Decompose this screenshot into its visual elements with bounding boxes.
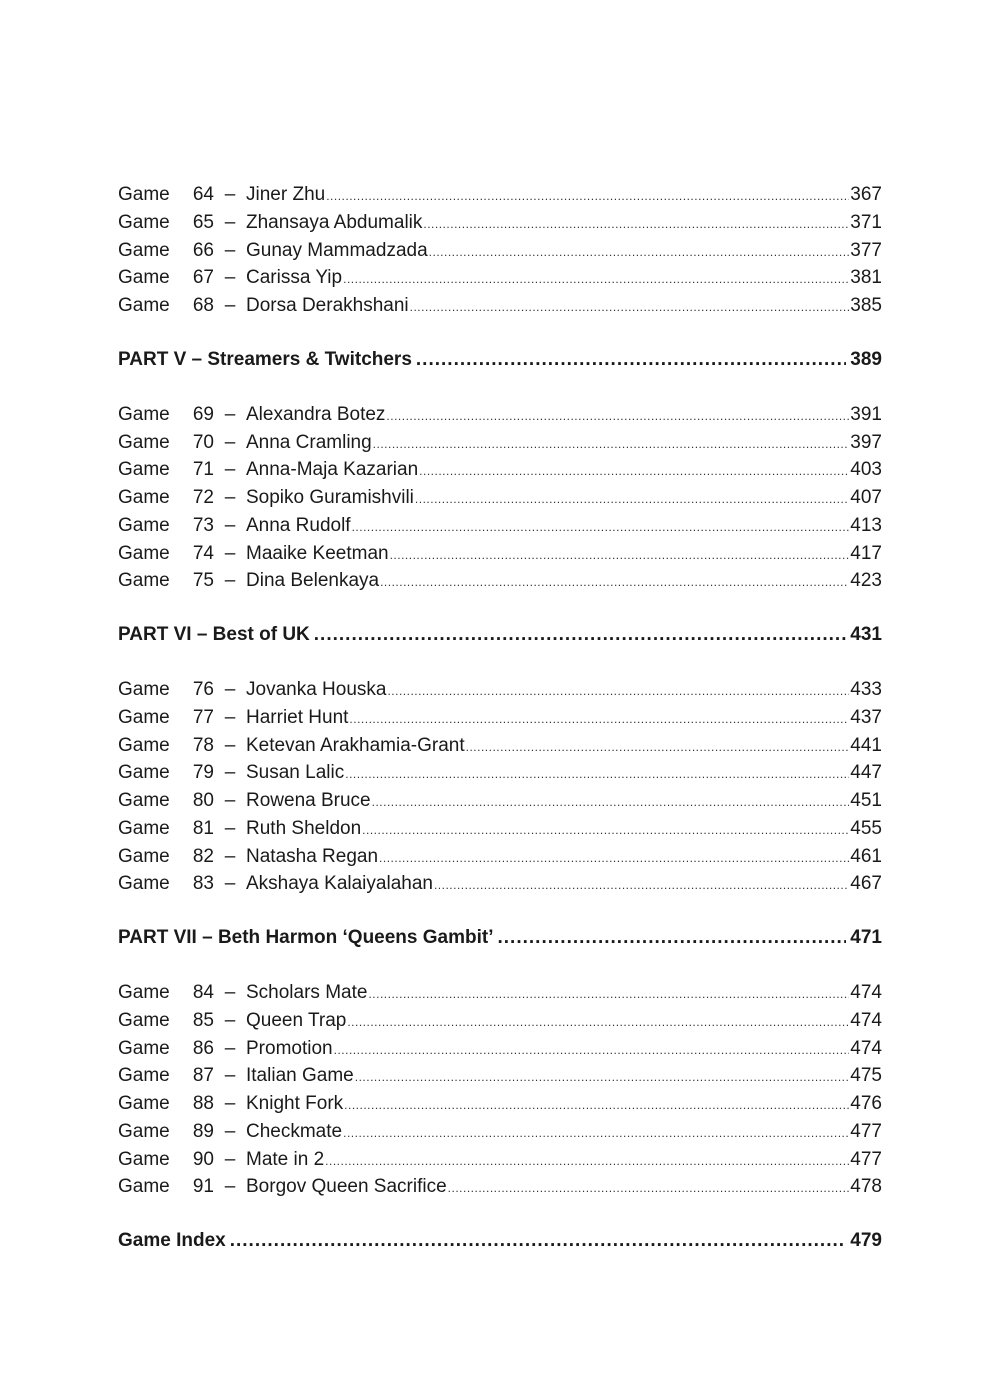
page-number: 479 xyxy=(850,1230,882,1251)
game-label: Game xyxy=(118,762,170,784)
page-number: 431 xyxy=(850,624,882,645)
game-label: Game xyxy=(118,679,170,700)
part-title: PART V – Streamers & Twitchers xyxy=(118,348,412,370)
dot-leader xyxy=(349,706,849,734)
dot-leader xyxy=(448,1175,850,1203)
game-player-name: Gunay Mammadzada xyxy=(246,239,428,261)
game-number: 91 xyxy=(192,1176,214,1198)
dot-leader xyxy=(344,1092,849,1120)
toc-game-entry xyxy=(118,815,882,843)
game-number: 65 xyxy=(192,211,214,233)
game-label: Game xyxy=(118,982,170,1003)
game-player-name: Natasha Regan xyxy=(246,845,379,867)
page-number: 423 xyxy=(850,570,882,592)
game-number: 81 xyxy=(192,817,214,839)
toc-game-entry xyxy=(118,512,882,540)
toc-game-entry xyxy=(118,264,882,292)
page-number: 413 xyxy=(850,514,882,536)
toc-game-entry xyxy=(118,1146,882,1174)
game-player-name: Alexandra Botez xyxy=(246,403,386,425)
game-number: 90 xyxy=(192,1148,214,1170)
dot-leader xyxy=(379,845,849,873)
dot-leader xyxy=(466,734,850,762)
game-number: 75 xyxy=(192,570,214,592)
entry-dash: – xyxy=(224,211,236,233)
game-player-name: Rowena Bruce xyxy=(246,790,371,811)
game-player-name: Scholars Mate xyxy=(246,982,368,1003)
game-player-name: Sopiko Guramishvili xyxy=(246,487,414,508)
entry-dash: – xyxy=(224,295,236,316)
game-label: Game xyxy=(118,403,170,425)
entry-dash: – xyxy=(224,873,236,895)
dot-leader xyxy=(410,294,850,322)
game-label: Game xyxy=(118,459,170,481)
page-number: 389 xyxy=(850,348,882,370)
entry-dash: – xyxy=(224,459,236,481)
game-player-name: Mate in 2 xyxy=(246,1148,325,1170)
game-player-name: Ruth Sheldon xyxy=(246,817,362,839)
page-number: 437 xyxy=(850,706,882,728)
dot-leader xyxy=(355,1064,850,1092)
game-label: Game xyxy=(118,487,170,508)
toc-game-entry xyxy=(118,732,882,760)
game-label: Game xyxy=(118,706,170,728)
page-number: 441 xyxy=(850,734,882,756)
game-player-name: Susan Lalic xyxy=(246,762,345,784)
dot-leader xyxy=(314,621,847,649)
entry-dash: – xyxy=(224,514,236,536)
table-of-contents xyxy=(118,181,882,1282)
game-number: 77 xyxy=(192,706,214,728)
toc-game-entry xyxy=(118,209,882,237)
entry-dash: – xyxy=(224,817,236,839)
game-label: Game xyxy=(118,267,170,289)
game-label: Game xyxy=(118,239,170,261)
toc-game-entry xyxy=(118,1118,882,1146)
entry-dash: – xyxy=(224,762,236,784)
dot-leader xyxy=(343,1120,849,1148)
game-label: Game xyxy=(118,817,170,839)
part-title: Game Index xyxy=(118,1230,226,1251)
dot-leader xyxy=(386,403,849,431)
game-player-name: Ketevan Arakhamia-Grant xyxy=(246,734,465,756)
entry-dash: – xyxy=(224,184,236,205)
dot-leader xyxy=(423,211,849,239)
entry-dash: – xyxy=(224,706,236,728)
game-number: 70 xyxy=(192,431,214,453)
game-label: Game xyxy=(118,514,170,536)
page-number: 474 xyxy=(850,982,882,1003)
game-number: 72 xyxy=(192,487,214,508)
game-label: Game xyxy=(118,184,170,205)
game-number: 74 xyxy=(192,542,214,564)
game-player-name: Maaike Keetman xyxy=(246,542,389,564)
entry-dash: – xyxy=(224,239,236,261)
dot-leader xyxy=(416,346,846,374)
page-number: 397 xyxy=(850,431,882,453)
toc-game-entry xyxy=(118,484,882,512)
entry-dash: – xyxy=(224,1009,236,1031)
page-number: 367 xyxy=(850,184,882,205)
page-number: 371 xyxy=(850,211,882,233)
dot-leader xyxy=(362,817,849,845)
page-number: 407 xyxy=(850,487,882,508)
entry-dash: – xyxy=(224,1120,236,1142)
game-player-name: Queen Trap xyxy=(246,1009,347,1031)
entry-dash: – xyxy=(224,1176,236,1198)
game-number: 76 xyxy=(192,679,214,700)
page-number: 377 xyxy=(850,239,882,261)
dot-leader xyxy=(434,872,849,900)
toc-game-entry xyxy=(118,787,882,815)
game-number: 69 xyxy=(192,403,214,425)
game-number: 78 xyxy=(192,734,214,756)
toc-game-entry xyxy=(118,401,882,429)
page-number: 381 xyxy=(850,267,882,289)
dot-leader xyxy=(325,1148,849,1176)
page-number: 391 xyxy=(850,403,882,425)
dot-leader xyxy=(429,239,850,267)
game-number: 85 xyxy=(192,1009,214,1031)
toc-game-entry xyxy=(118,181,882,209)
game-player-name: Anna Cramling xyxy=(246,431,372,453)
dot-leader xyxy=(372,789,850,817)
entry-dash: – xyxy=(224,1065,236,1087)
game-player-name: Dorsa Derakhshani xyxy=(246,295,409,316)
game-number: 71 xyxy=(192,459,214,481)
game-label: Game xyxy=(118,1037,170,1059)
dot-leader xyxy=(368,981,849,1009)
page-number: 433 xyxy=(850,679,882,700)
toc-game-entry xyxy=(118,1090,882,1118)
toc-part-heading xyxy=(118,346,882,374)
page-number: 477 xyxy=(850,1148,882,1170)
game-number: 84 xyxy=(192,982,214,1003)
game-label: Game xyxy=(118,295,170,316)
game-label: Game xyxy=(118,542,170,564)
entry-dash: – xyxy=(224,1148,236,1170)
game-label: Game xyxy=(118,431,170,453)
toc-game-entry xyxy=(118,870,882,898)
page-number: 477 xyxy=(850,1120,882,1142)
dot-leader xyxy=(334,1037,850,1065)
entry-dash: – xyxy=(224,487,236,508)
game-number: 80 xyxy=(192,790,214,811)
entry-dash: – xyxy=(224,679,236,700)
game-label: Game xyxy=(118,1009,170,1031)
entry-dash: – xyxy=(224,1093,236,1114)
toc-game-entry xyxy=(118,292,882,320)
page-number: 385 xyxy=(850,295,882,316)
game-number: 86 xyxy=(192,1037,214,1059)
game-label: Game xyxy=(118,211,170,233)
dot-leader xyxy=(352,514,850,542)
game-label: Game xyxy=(118,845,170,867)
game-number: 64 xyxy=(192,184,214,205)
part-title: PART VII – Beth Harmon ‘Queens Gambit’ xyxy=(118,927,494,948)
page-number: 475 xyxy=(850,1065,882,1087)
game-player-name: Promotion xyxy=(246,1037,333,1059)
game-label: Game xyxy=(118,570,170,592)
part-title: PART VI – Best of UK xyxy=(118,624,310,645)
dot-leader xyxy=(326,183,849,211)
dot-leader xyxy=(343,266,849,294)
game-number: 73 xyxy=(192,514,214,536)
dot-leader xyxy=(373,431,850,459)
game-player-name: Akshaya Kalaiyalahan xyxy=(246,873,433,895)
toc-part-heading xyxy=(118,1227,882,1255)
page-number: 403 xyxy=(850,459,882,481)
dot-leader xyxy=(380,569,849,597)
dot-leader xyxy=(230,1227,847,1255)
game-player-name: Jovanka Houska xyxy=(246,679,387,700)
dot-leader xyxy=(419,458,849,486)
entry-dash: – xyxy=(224,267,236,289)
game-player-name: Jiner Zhu xyxy=(246,184,326,205)
game-number: 68 xyxy=(192,295,214,316)
page-number: 451 xyxy=(850,790,882,811)
game-number: 82 xyxy=(192,845,214,867)
game-label: Game xyxy=(118,1176,170,1198)
game-number: 88 xyxy=(192,1093,214,1114)
dot-leader xyxy=(390,542,850,570)
toc-game-entry xyxy=(118,567,882,595)
game-player-name: Carissa Yip xyxy=(246,267,343,289)
game-player-name: Harriet Hunt xyxy=(246,706,349,728)
toc-game-entry xyxy=(118,979,882,1007)
dot-leader xyxy=(415,486,849,514)
page-number: 478 xyxy=(850,1176,882,1198)
game-label: Game xyxy=(118,734,170,756)
page-number: 471 xyxy=(850,927,882,948)
toc-game-entry xyxy=(118,843,882,871)
game-player-name: Anna Rudolf xyxy=(246,514,351,536)
toc-part-heading xyxy=(118,621,882,649)
entry-dash: – xyxy=(224,403,236,425)
game-number: 67 xyxy=(192,267,214,289)
toc-part-heading xyxy=(118,924,882,952)
entry-dash: – xyxy=(224,1037,236,1059)
game-player-name: Zhansaya Abdumalik xyxy=(246,211,423,233)
game-number: 83 xyxy=(192,873,214,895)
game-number: 89 xyxy=(192,1120,214,1142)
entry-dash: – xyxy=(224,570,236,592)
toc-game-entry xyxy=(118,1035,882,1063)
game-player-name: Checkmate xyxy=(246,1120,343,1142)
toc-game-entry xyxy=(118,1007,882,1035)
entry-dash: – xyxy=(224,734,236,756)
page-number: 474 xyxy=(850,1009,882,1031)
game-number: 79 xyxy=(192,762,214,784)
dot-leader xyxy=(347,1009,849,1037)
game-label: Game xyxy=(118,873,170,895)
game-player-name: Dina Belenkaya xyxy=(246,570,380,592)
game-label: Game xyxy=(118,1065,170,1087)
game-number: 66 xyxy=(192,239,214,261)
page-number: 447 xyxy=(850,762,882,784)
game-label: Game xyxy=(118,790,170,811)
toc-game-entry xyxy=(118,704,882,732)
entry-dash: – xyxy=(224,431,236,453)
game-player-name: Anna-Maja Kazarian xyxy=(246,459,419,481)
toc-game-entry xyxy=(118,676,882,704)
toc-game-entry xyxy=(118,1062,882,1090)
page-number: 417 xyxy=(850,542,882,564)
toc-game-entry xyxy=(118,429,882,457)
game-label: Game xyxy=(118,1148,170,1170)
game-player-name: Italian Game xyxy=(246,1065,354,1087)
game-player-name: Borgov Queen Sacrifice xyxy=(246,1176,447,1198)
page-number: 476 xyxy=(850,1093,882,1114)
dot-leader xyxy=(387,678,849,706)
game-label: Game xyxy=(118,1093,170,1114)
game-player-name: Knight Fork xyxy=(246,1093,344,1114)
entry-dash: – xyxy=(224,982,236,1003)
toc-game-entry xyxy=(118,759,882,787)
entry-dash: – xyxy=(224,542,236,564)
toc-game-entry xyxy=(118,540,882,568)
toc-game-entry xyxy=(118,237,882,265)
entry-dash: – xyxy=(224,845,236,867)
game-number: 87 xyxy=(192,1065,214,1087)
dot-leader xyxy=(498,924,847,952)
page-number: 455 xyxy=(850,817,882,839)
page-number: 467 xyxy=(850,873,882,895)
entry-dash: – xyxy=(224,790,236,811)
dot-leader xyxy=(345,761,849,789)
page-number: 461 xyxy=(850,845,882,867)
toc-game-entry xyxy=(118,456,882,484)
game-label: Game xyxy=(118,1120,170,1142)
toc-game-entry xyxy=(118,1173,882,1201)
page-number: 474 xyxy=(850,1037,882,1059)
